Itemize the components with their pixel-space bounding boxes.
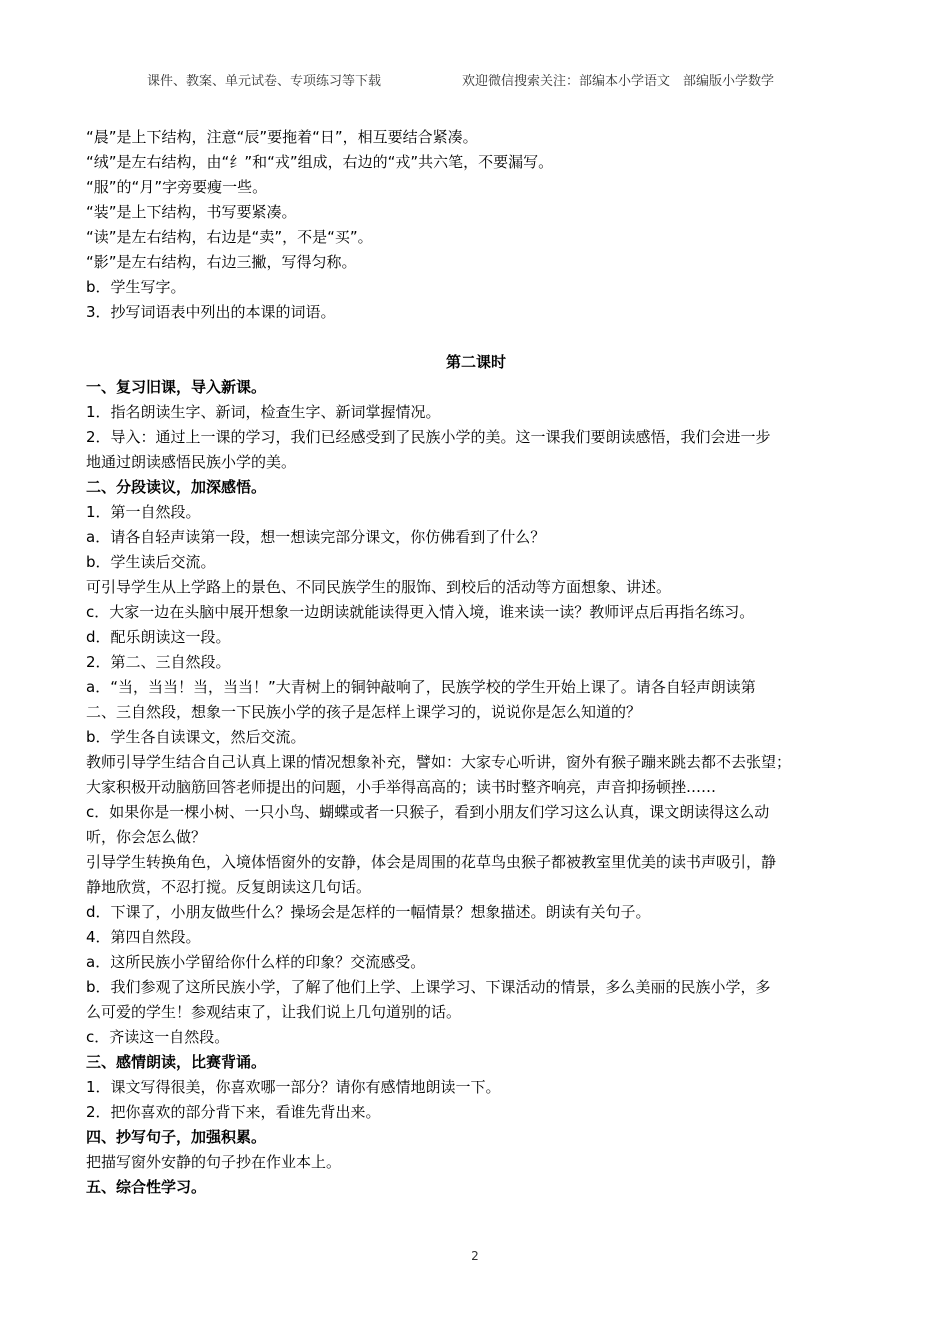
document-body: [86, 125, 866, 1200]
section-title: 第二课时: [445, 353, 506, 371]
paragraph-line: 2．第二、三自然段。: [86, 653, 231, 671]
paragraph-line: b．学生读后交流。: [86, 553, 216, 571]
block-1: [86, 125, 866, 325]
paragraph-line: 4．第四自然段。: [86, 928, 201, 946]
block-3: [86, 500, 866, 1050]
paragraph-line: 3．抄写词语表中列出的本课的词语。: [86, 303, 336, 321]
paragraph-line: 1．课文写得很美，你喜欢哪一部分？请你有感情地朗读一下。: [86, 1078, 501, 1096]
paragraph-line: d．配乐朗读这一段。: [86, 628, 231, 646]
block-2: [86, 400, 866, 475]
paragraph-line: 大家积极开动脑筋回答老师提出的问题，小手举得高高的；读书时整齐响亮，声音抑扬顿挫……: [86, 778, 717, 796]
heading-comprehensive: 五、综合性学习。: [86, 1178, 207, 1196]
heading-reading: 二、分段读议，加深感悟。: [86, 478, 267, 496]
paragraph-line: 引导学生转换角色，入境体悟窗外的安静，体会是周围的花草鸟虫猴子都被教室里优美的读书声吸引，静: [86, 853, 777, 871]
paragraph-line: 么可爱的学生！参观结束了，让我们说上几句道别的话。: [86, 1003, 462, 1021]
paragraph-line: “绒”是左右结构，由“纟”和“戎”组成，右边的“戎”共六笔，不要漏写。: [86, 153, 554, 171]
paragraph-line: b．我们参观了这所民族小学，了解了他们上学、上课学习、下课活动的情景，多么美丽的民族小学，多: [86, 978, 771, 996]
page-header: [0, 70, 950, 90]
heading-copy: 四、抄写句子，加强积累。: [86, 1128, 267, 1146]
paragraph-line: “晨”是上下结构，注意“辰”要拖着“日”，相互要结合紧凑。: [86, 128, 478, 146]
paragraph-line: b．学生各自读课文，然后交流。: [86, 728, 306, 746]
paragraph-line: “装”是上下结构，书写要紧凑。: [86, 203, 297, 221]
paragraph-line: 1．第一自然段。: [86, 503, 201, 521]
paragraph-line: 1．指名朗读生字、新词，检查生字、新词掌握情况。: [86, 403, 441, 421]
paragraph-line: 二、三自然段，想象一下民族小学的孩子是怎样上课学习的，说说你是怎么知道的？: [86, 703, 642, 721]
paragraph-line: 听，你会怎么做？: [86, 828, 207, 846]
header-right-text: 欢迎微信搜索关注：部编本小学语文 部编版小学数学: [462, 74, 775, 89]
paragraph-line: 把描写窗外安静的句子抄在作业本上。: [86, 1153, 342, 1171]
paragraph-line: “读”是左右结构，右边是“卖”，不是“买”。: [86, 228, 373, 246]
block-5: [86, 1150, 866, 1175]
paragraph-line: 静地欣赏，不忍打搅。反复朗读这几句话。: [86, 878, 372, 896]
heading-review: 一、复习旧课，导入新课。: [86, 378, 267, 396]
paragraph-line: a．请各自轻声读第一段，想一想读完部分课文，你仿佛看到了什么？: [86, 528, 546, 546]
paragraph-line: 2．导入：通过上一课的学习，我们已经感受到了民族小学的美。这一课我们要朗读感悟，我们会进一步: [86, 428, 771, 446]
paragraph-line: 2．把你喜欢的部分背下来，看谁先背出来。: [86, 1103, 381, 1121]
paragraph-line: 地通过朗读感悟民族小学的美。: [86, 453, 297, 471]
paragraph-line: a．这所民族小学留给你什么样的印象？交流感受。: [86, 953, 426, 971]
paragraph-line: c．大家一边在头脑中展开想象一边朗读就能读得更入情入境，谁来读一读？教师评点后再指名练习。: [86, 603, 755, 621]
paragraph-line: d．下课了，小朋友做些什么？操场会是怎样的一幅情景？想象描述。朗读有关句子。: [86, 903, 651, 921]
header-left-text: 课件、教案、单元试卷、专项练习等下载: [147, 74, 382, 89]
block-4: [86, 1075, 866, 1125]
paragraph-line: c．如果你是一棵小树、一只小鸟、蝴蝶或者一只猴子，看到小朋友们学习这么认真，课文朗读得这么动: [86, 803, 770, 821]
heading-recite: 三、感情朗读，比赛背诵。: [86, 1053, 267, 1071]
paragraph-line: 教师引导学生结合自己认真上课的情况想象补充，譬如：大家专心听讲，窗外有猴子蹦来跳去都不去张望；: [86, 753, 792, 771]
paragraph-line: a．“当，当当！当，当当！”大青树上的铜钟敲响了，民族学校的学生开始上课了。请各自轻声朗读第: [86, 678, 756, 696]
spacer: [86, 325, 866, 350]
page-number: 2: [471, 1249, 479, 1263]
paragraph-line: b．学生写字。: [86, 278, 186, 296]
paragraph-line: “影”是左右结构，右边三撇，写得匀称。: [86, 253, 357, 271]
paragraph-line: “服”的“月”字旁要瘦一些。: [86, 178, 268, 196]
paragraph-line: c．齐读这一自然段。: [86, 1028, 230, 1046]
paragraph-line: 可引导学生从上学路上的景色、不同民族学生的服饰、到校后的活动等方面想象、讲述。: [86, 578, 672, 596]
